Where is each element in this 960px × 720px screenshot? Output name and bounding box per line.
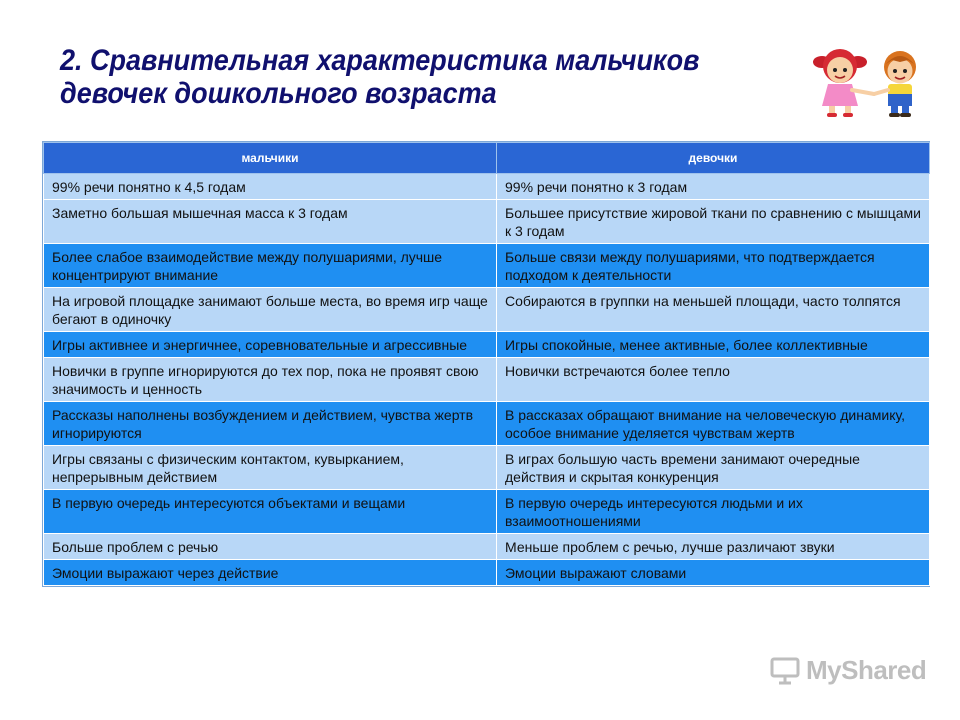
cell-girls: Большее присутствие жировой ткани по сравнению с мышцами к 3 годам <box>497 200 930 244</box>
cell-girls: Игры спокойные, менее активные, более коллективные <box>497 332 930 358</box>
watermark-text: MyShared <box>806 655 927 685</box>
table-row <box>44 288 930 332</box>
header-boys: мальчики <box>44 143 497 174</box>
comparison-table <box>43 142 930 586</box>
cell-boys: 99% речи понятно к 4,5 годам <box>44 174 497 200</box>
table-row <box>44 200 930 244</box>
title-line-1: 2. Сравнительная характеристика мальчиков <box>60 44 700 77</box>
cell-girls: В играх большую часть времени занимают очередные действия и скрытая конкуренция <box>497 446 930 490</box>
cell-boys: Более слабое взаимодействие между полушариями, лучше концентрируют внимание <box>44 244 497 288</box>
cell-boys: Рассказы наполнены возбуждением и действием, чувства жертв игнорируются <box>44 402 497 446</box>
table-row <box>44 490 930 534</box>
cell-boys: Игры активнее и энергичнее, соревновательные и агрессивные <box>44 332 497 358</box>
cell-boys: На игровой площадке занимают больше места, во время игр чаще бегают в одиночку <box>44 288 497 332</box>
table-header-row <box>44 143 930 174</box>
table-row <box>44 358 930 402</box>
cell-girls: В первую очередь интересуются людьми и их взаимоотношениями <box>497 490 930 534</box>
boy-figure <box>874 51 916 117</box>
cell-boys: Больше проблем с речью <box>44 534 497 560</box>
cell-boys: В первую очередь интересуются объектами и вещами <box>44 490 497 534</box>
cell-girls: Больше связи между полушариями, что подтверждается подходом к деятельности <box>497 244 930 288</box>
comparison-table-container <box>42 141 930 587</box>
cell-girls: Новички встречаются более тепло <box>497 358 930 402</box>
cell-girls: Меньше проблем с речью, лучше различают звуки <box>497 534 930 560</box>
cell-boys: Игры связаны с физическим контактом, кувырканием, непрерывным действием <box>44 446 497 490</box>
cell-girls: В рассказах обращают внимание на человеческую динамику, особое внимание уделяется чувствам жертв <box>497 402 930 446</box>
cell-boys: Заметно большая мышечная масса к 3 годам <box>44 200 497 244</box>
table-row <box>44 534 930 560</box>
presentation-board-icon <box>770 657 800 685</box>
table-row <box>44 446 930 490</box>
cell-boys: Новички в группе игнорируются до тех пор, пока не проявят свою значимость и ценность <box>44 358 497 402</box>
table-row <box>44 560 930 586</box>
watermark <box>770 655 926 686</box>
table-row <box>44 174 930 200</box>
cell-girls: 99% речи понятно к 3 годам <box>497 174 930 200</box>
table-row <box>44 402 930 446</box>
header-girls: девочки <box>497 143 930 174</box>
girl-figure <box>813 49 874 117</box>
slide-title <box>60 44 744 110</box>
table-row <box>44 332 930 358</box>
cell-girls: Собираются в группки на меньшей площади, часто толпятся <box>497 288 930 332</box>
boy-and-girl-cartoon-icon <box>808 40 938 120</box>
title-line-2: девочек дошкольного возраста <box>60 77 497 110</box>
table-row <box>44 244 930 288</box>
cell-girls: Эмоции выражают словами <box>497 560 930 586</box>
cell-boys: Эмоции выражают через действие <box>44 560 497 586</box>
